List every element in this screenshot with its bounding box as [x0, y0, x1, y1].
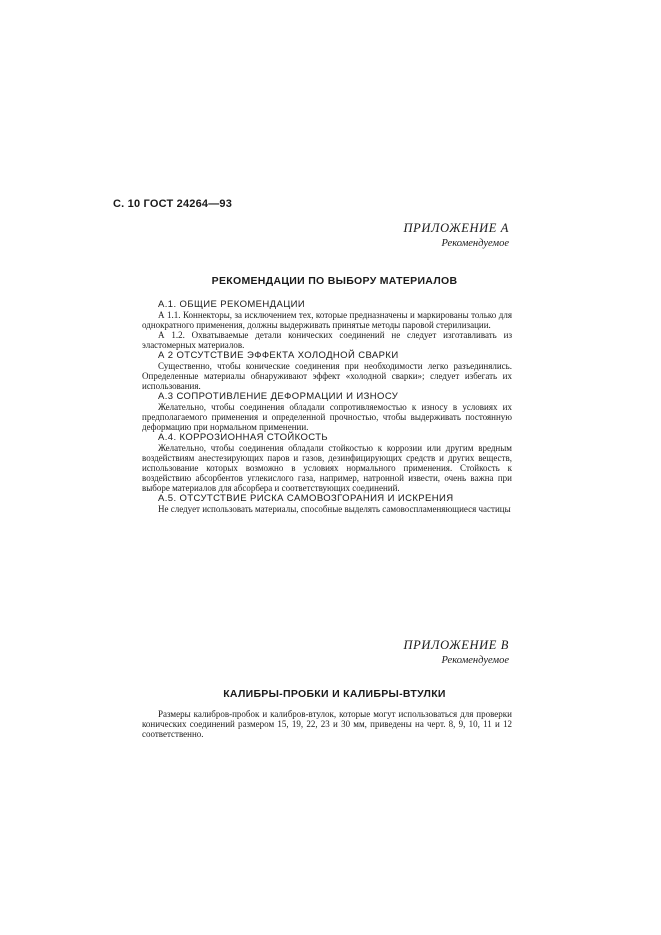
- paragraph: Не следует использовать материалы, способные выделять самовоспламеняющиеся частицы: [158, 504, 511, 514]
- appendix-a-heading: РЕКОМЕНДАЦИИ ПО ВЫБОРУ МАТЕРИАЛОВ: [211, 275, 458, 287]
- section-heading: А.1. ОБЩИЕ РЕКОМЕНДАЦИИ: [158, 299, 306, 310]
- appendix-a-status: Рекомендуемое: [441, 238, 509, 249]
- section-heading: А.5. ОТСУТСТВИЕ РИСКА САМОВОЗГОРАНИЯ И ИСКРЕНИЯ: [158, 493, 454, 504]
- section-heading: А 2 ОТСУТСТВИЕ ЭФФЕКТА ХОЛОДНОЙ СВАРКИ: [158, 350, 399, 361]
- paragraph: Желательно, чтобы соединения обладали стойкостью к коррозии или другим вредным воздействиям анестезирующих паров и газов, дезинфицирующих средств и других веществ, использование которых возможно в условиях нормального применения. Стойкость к воздействию абсорбентов углекислого газа, например, натронной извести, очень важна при выборе материалов для абсорбера и соответствующих соединений.: [142, 443, 512, 493]
- section-heading: А.3 СОПРОТИВЛЕНИЕ ДЕФОРМАЦИИ И ИЗНОСУ: [158, 391, 399, 402]
- appendix-a-title-label: ПРИЛОЖЕНИЕ А: [403, 221, 509, 235]
- appendix-b-title-label: ПРИЛОЖЕНИЕ В: [403, 638, 509, 652]
- section-heading: А.4. КОРРОЗИОННАЯ СТОЙКОСТЬ: [158, 432, 329, 443]
- paragraph: Желательно, чтобы соединения обладали сопротивляемостью к износу в условиях их предполагаемого применения и определенной прочностью, чтобы выдерживать постоянную деформацию при нормальном применении.: [142, 402, 512, 432]
- appendix-b-label: [404, 638, 509, 668]
- paragraph: Существенно, чтобы конические соединения при необходимости легко разъединялись. Определенные материалы обнаруживают эффект «холодной сварки»; следует избегать их использования.: [142, 361, 512, 391]
- appendix-b-heading: КАЛИБРЫ-ПРОБКИ И КАЛИБРЫ-ВТУЛКИ: [223, 688, 446, 700]
- paragraph: А 1.1. Коннекторы, за исключением тех, которые предназначены и маркированы только для однократного применения, должны выдерживать принятые методы паровой стерилизации.: [142, 310, 512, 330]
- appendix-a-label: [404, 221, 509, 251]
- paragraph: Размеры калибров-пробок и калибров-втулок, которые могут использоваться для проверки конических соединений размером 15, 19, 22, 23 и 30 мм, приведены на черт. 8, 9, 10, 11 и 12 соответственно.: [142, 709, 512, 739]
- appendix-a-body: [142, 299, 512, 514]
- appendix-b-status: Рекомендуемое: [441, 655, 509, 666]
- paragraph: А 1.2. Охватываемые детали конических соединений не следует изготавливать из эластомерных материалов.: [142, 330, 512, 350]
- page-header: С. 10 ГОСТ 24264—93: [113, 198, 233, 210]
- appendix-b-body: [142, 709, 512, 739]
